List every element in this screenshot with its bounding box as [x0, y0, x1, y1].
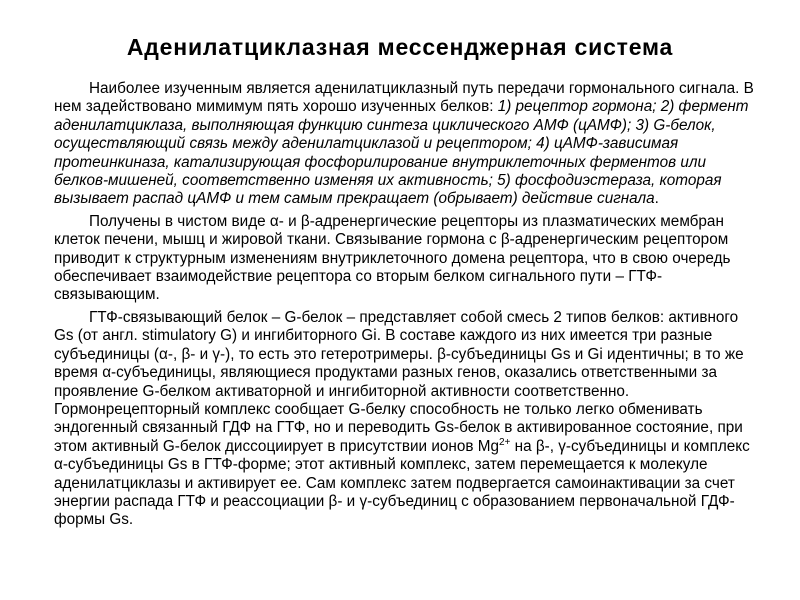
paragraph-3-part-2: на β-, γ-субъединицы и комплекс α-субъединицы Gs в ГТФ-форме; этот активный комплекс, затем перемещается к молекуле аденилатциклазы и активирует ее. Сам комплекс затем подвергается самоинактивации за счет энергии распада ГТФ и реассоциации β- и γ-субъединиц с образованием первоначальной ГДФ-формы Gs.: [54, 437, 750, 529]
slide-title: Аденилатциклазная мессенджерная система: [126, 34, 674, 60]
paragraph-3: [54, 309, 758, 530]
paragraph-3-part-1: ГТФ-связывающий белок – G-белок – представляет собой смесь 2 типов белков: активного Gs (от англ. stimulatory G) и ингибиторного Gi. В составе каждого из них имеется три разные субъединицы (α-, β- и γ-), то есть это гетеротримеры. β-субъединицы Gs и Gi идентичны; в то же время α-субъединицы, являющиеся продуктами разных генов, оказались ответственными за проявление G-белком активаторной и ингибиторной активности соответственно. Гормонрецепторный комплекс сообщает G-белку способность не только легко обменивать эндогенный связанный ГДФ на ГТФ, но и переводить Gs-белок в активированное состояние, при этом активный G-белок диссоциирует в присутствии ионов Mg: [54, 308, 744, 455]
paragraph-1: [54, 80, 758, 209]
paragraph-2: Получены в чистом виде α- и β-адренергические рецепторы из плазматических мембран клеток печени, мышц и жировой ткани. Связывание гормона с β-адренергическим рецептором приводит к структурным изменениям внутриклеточного домена рецептора, что в свою очередь обеспечивает взаимодействие рецептора со вторым белком сигнального пути – ГТФ-связывающим.: [54, 212, 731, 304]
paragraph-1-italic-list: 1) рецептор гормона; 2) фермент аденилатциклаза, выполняющая функцию синтеза циклического АМФ (цАМФ); 3) G-белок, осуществляющий связь между аденилатциклазой и рецептором; 4) цАМФ-зависимая протеинкиназа, катализирующая фосфорилирование внутриклеточных ферментов или белков-мишеней, соответственно изменяя их активность; 5) фосфодиэстераза, которая вызывает распад цАМФ и тем самым прекращает (обрывает) действие сигнала: [54, 98, 749, 208]
paragraph-1-lead: Наиболее изученным является аденилатциклазный путь передачи гормонального сигнала. В нем задействовано мимимум пять хорошо изученных белков:: [54, 80, 754, 116]
superscript-charge: 2+: [498, 436, 511, 448]
body-text: [54, 80, 758, 534]
paragraph-1-end: .: [654, 190, 659, 208]
